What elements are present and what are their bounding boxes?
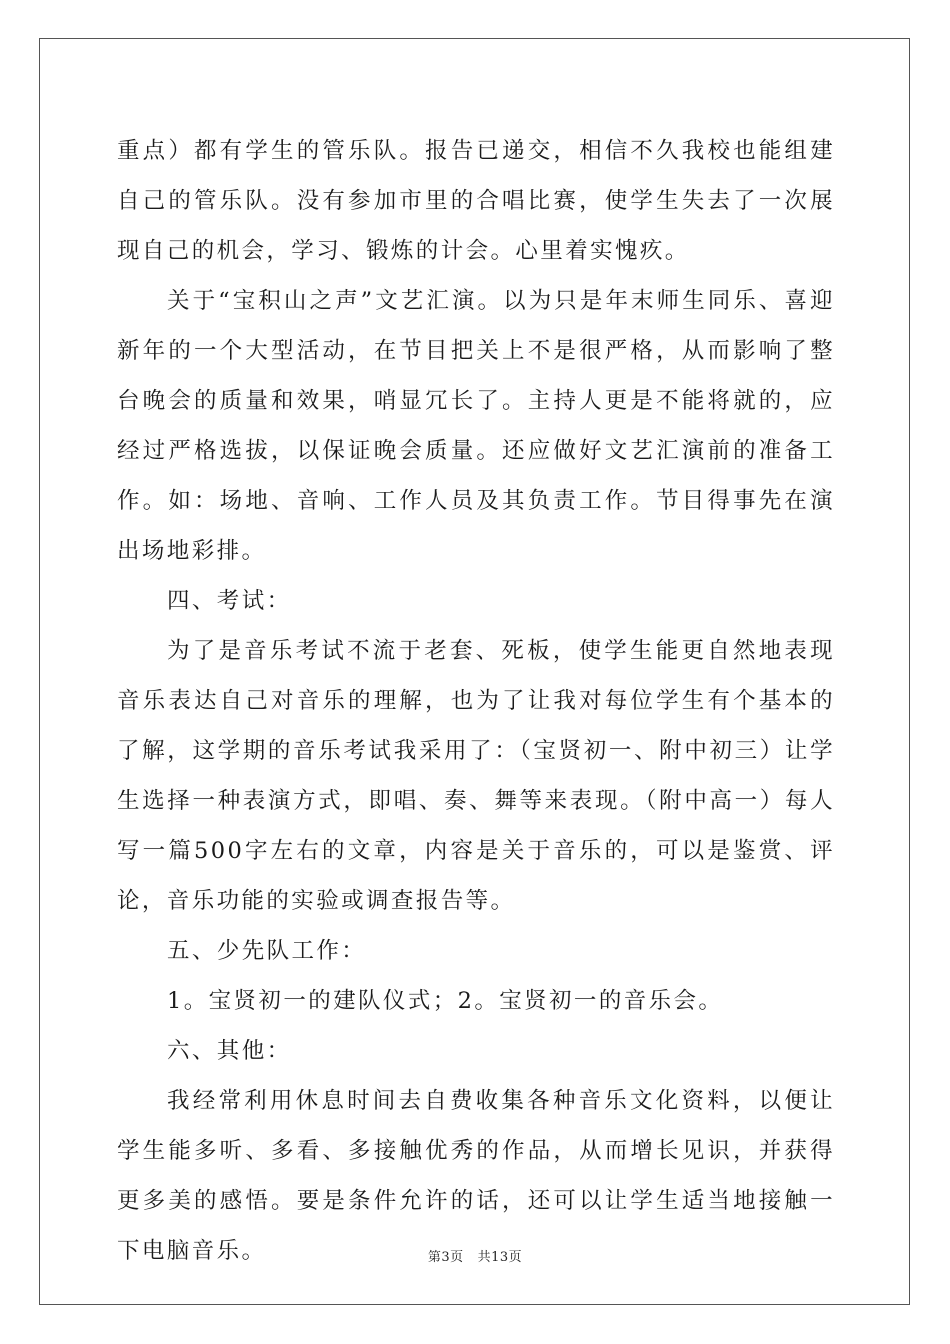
paragraph-other: 我经常利用休息时间去自费收集各种音乐文化资料，以便让学生能多听、多看、多接触优秀的作品，从而增长见识，并获得更多美的感悟。要是条件允许的话，还可以让学生适当地接触一下电脑音乐。 [117, 1088, 835, 1264]
paragraph-young-pioneers: 1。宝贤初一的建队仪式；2。宝贤初一的音乐会。 [167, 988, 724, 1014]
page-number: 第3页 [427, 1250, 464, 1265]
paragraph-exam: 为了是音乐考试不流于老套、死板，使学生能更自然地表现音乐表达自己对音乐的理解，也为了让我对每位学生有个基本的了解，这学期的音乐考试我采用了：（宝贤初一、附中初三）让学生选择一种表演方式，即唱、奏、舞等来表现。（附中高一）每人写一篇500字左右的文章，内容是关于音乐的，可以是鉴赏、评论，音乐功能的实验或调查报告等。 [117, 638, 835, 914]
section-heading-exam: 四、考试： [167, 588, 292, 614]
paragraph-2: 关于“宝积山之声”文艺汇演。以为只是年末师生同乐、喜迎新年的一个大型活动，在节目把关上不是很严格，从而影响了整台晚会的质量和效果，哨显冗长了。主持人更是不能将就的，应经过严格选拔，以保证晚会质量。还应做好文艺汇演前的准备工作。如：场地、音响、工作人员及其负责工作。节目得事先在演出场地彩排。 [117, 288, 835, 564]
paragraph-1: 重点）都有学生的管乐队。报告已递交，相信不久我校也能组建自己的管乐队。没有参加市里的合唱比赛，使学生失去了一次展现自己的机会，学习、锻炼的计会。心里着实愧疚。 [117, 138, 835, 264]
page-footer [0, 1246, 950, 1265]
total-pages: 共13页 [477, 1250, 523, 1265]
document-body [117, 126, 835, 1276]
section-heading-young-pioneers: 五、少先队工作： [167, 938, 367, 964]
section-heading-other: 六、其他： [167, 1038, 292, 1064]
